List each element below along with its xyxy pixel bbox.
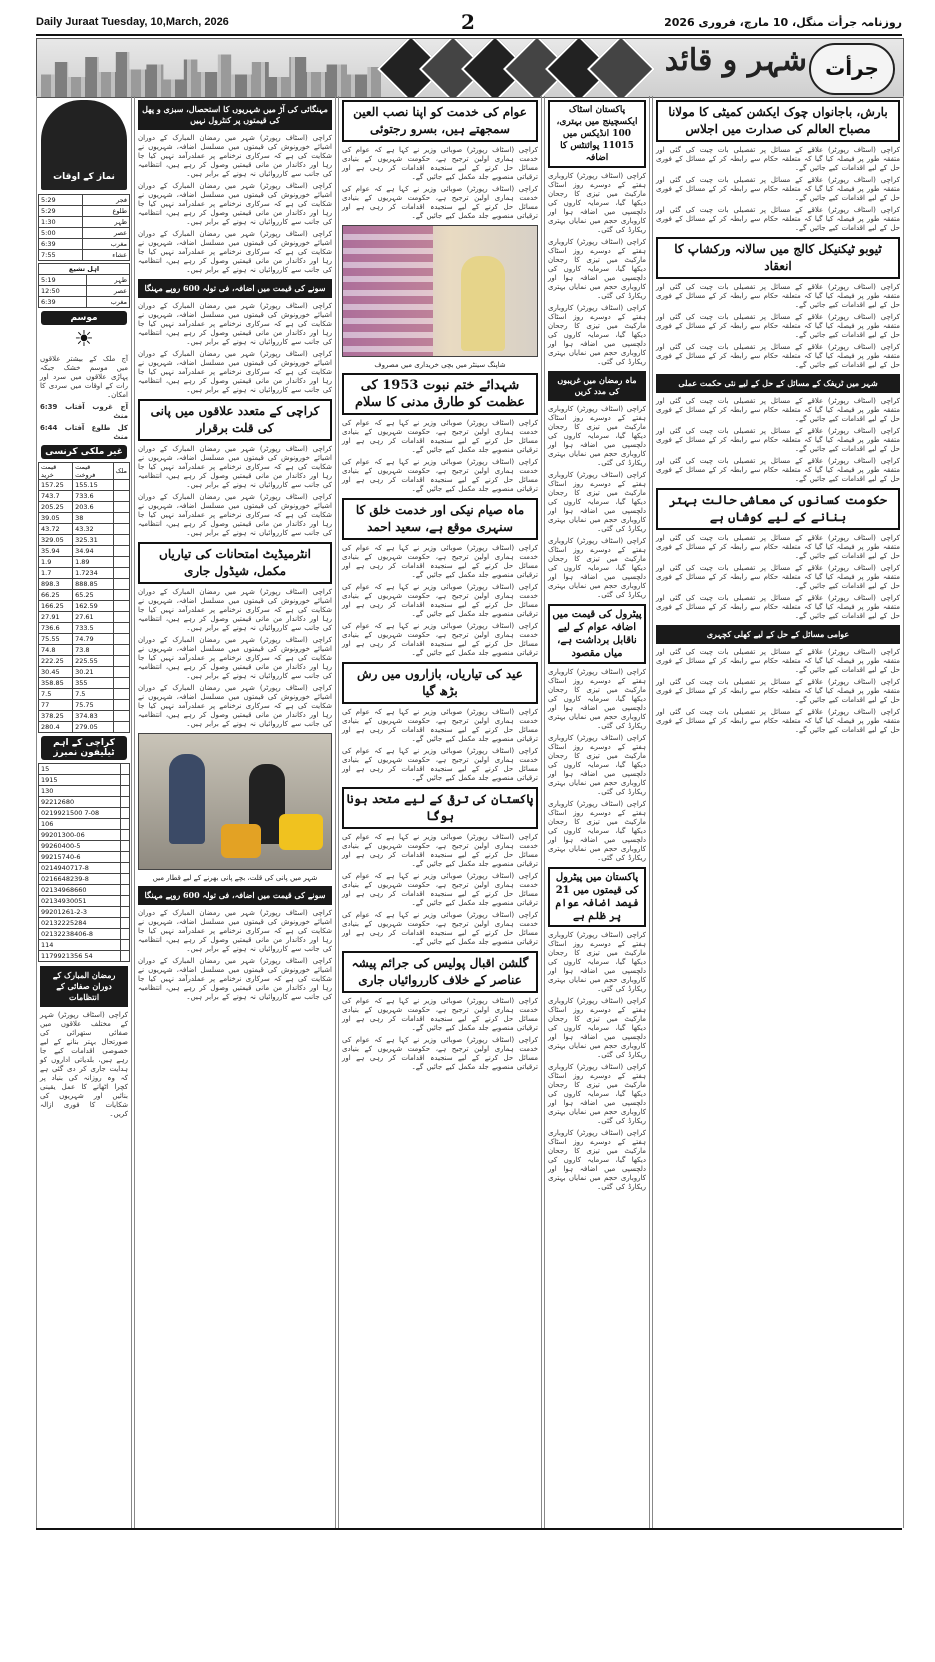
- article-text: کراچی (اسٹاف رپورٹر) کاروباری ہفتے کے دوسرے روز اسٹاک مارکیٹ میں تیزی کا رجحان دیکھا گیا، سرمایہ کاروں کی دلچسپی میں اضافہ ہوا اور کاروباری حجم میں نمایاں بہتری ریکارڈ کی گئی۔: [548, 668, 646, 730]
- news-photo: [138, 733, 332, 870]
- table-row: 0214940717-8: [39, 863, 130, 874]
- table-row: 280.4 279.05: [39, 722, 130, 733]
- article-text: کراچی (اسٹاف رپورٹر) کاروباری ہفتے کے دوسرے روز اسٹاک مارکیٹ میں تیزی کا رجحان دیکھا گیا، سرمایہ کاروں کی دلچسپی میں اضافہ ہوا اور کاروباری حجم میں نمایاں بہتری ریکارڈ کی گئی۔: [548, 997, 646, 1059]
- table-row: 74.8 73.8: [39, 645, 130, 656]
- article-text: کراچی (اسٹاف رپورٹر) علاقے کے مسائل پر تفصیلی بات چیت کی گئی اور متفقہ طور پر فیصلہ کیا گیا کہ متعلقہ حکام سے رابطہ کر کے مسائل کے فوری حل کے لیے اقدامات کیے جائیں گے۔: [656, 708, 900, 734]
- article-text: کراچی (اسٹاف رپورٹر) علاقے کے مسائل پر تفصیلی بات چیت کی گئی اور متفقہ طور پر فیصلہ کیا گیا کہ متعلقہ حکام سے رابطہ کر کے مسائل کے فوری حل کے لیے اقدامات کیے جائیں گے۔: [656, 206, 900, 232]
- table-row: 5:19 ظہر: [39, 275, 130, 286]
- headline: کراچی کے متعدد علاقوں میں پانی کی قلت برقرار: [138, 399, 332, 441]
- article-text: کراچی (اسٹاف رپورٹر) صوبائی وزیر نے کہا ہے کہ عوام کی خدمت ہماری اولین ترجیح ہے، حکومت شہریوں کے بنیادی مسائل حل کرنے کے لیے سنجیدہ اقدامات کر رہی ہے اور ترقیاتی منصوبے جلد مکمل کیے جائیں گے۔: [342, 583, 538, 618]
- table-row: اہل تشیع: [39, 264, 130, 275]
- table-row: 130: [39, 786, 130, 797]
- article-text: کراچی (اسٹاف رپورٹر) کاروباری ہفتے کے دوسرے روز اسٹاک مارکیٹ میں تیزی کا رجحان دیکھا گیا، سرمایہ کاروں کی دلچسپی میں اضافہ ہوا اور کاروباری حجم میں نمایاں بہتری ریکارڈ کی گئی۔: [548, 304, 646, 366]
- table-row: 6:39 مغرب: [39, 239, 130, 250]
- prayer-title: نماز کے اوقات: [53, 172, 115, 182]
- header-rule: [36, 34, 902, 36]
- page-number: 2: [461, 10, 475, 34]
- headline: سونے کی قیمت میں اضافہ، فی تولہ 600 روپے مہنگا: [138, 886, 332, 905]
- sunrise-time: کل طلوع آفتاب 6:44 منٹ: [40, 424, 128, 441]
- article-text: کراچی (اسٹاف رپورٹر) شہر میں رمضان المبارک کے دوران اشیائے خورونوش کی قیمتوں میں مسلسل اضافہ، شہریوں نے شکایت کی ہے کہ سرکاری نرخنامے پر عملدرآمد نہیں کیا جا رہا اور دکاندار من مانی قیمتیں وصول کر رہے ہیں، انتظامیہ کی جانب سے کارروائیاں نہ ہونے کے برابر ہیں۔: [138, 588, 332, 632]
- table-row: قیمت خرید قیمت فروخت ملک: [39, 463, 130, 480]
- headline: شہر میں ٹریفک کے مسائل کے حل کے لیے نئی حکمت عملی: [656, 374, 900, 393]
- table-row: 27.91 27.61: [39, 612, 130, 623]
- article-text: کراچی (اسٹاف رپورٹر) کاروباری ہفتے کے دوسرے روز اسٹاک مارکیٹ میں تیزی کا رجحان دیکھا گیا، سرمایہ کاروں کی دلچسپی میں اضافہ ہوا اور کاروباری حجم میں نمایاں بہتری ریکارڈ کی گئی۔: [548, 1063, 646, 1125]
- table-row: 1179921356 54: [39, 951, 130, 962]
- news-column-3: [544, 96, 650, 1528]
- date-english: Daily Juraat Tuesday, 10,March, 2026: [36, 16, 229, 28]
- article-text: کراچی (اسٹاف رپورٹر) علاقے کے مسائل پر تفصیلی بات چیت کی گئی اور متفقہ طور پر فیصلہ کیا گیا کہ متعلقہ حکام سے رابطہ کر کے مسائل کے فوری حل کے لیے اقدامات کیے جائیں گے۔: [656, 457, 900, 483]
- table-row: 7.5 7.5: [39, 689, 130, 700]
- table-row: 1915: [39, 775, 130, 786]
- landmark-tile: [587, 38, 655, 98]
- table-row: 329.05 325.31: [39, 535, 130, 546]
- table-row: 5:29 فجر: [39, 195, 130, 206]
- article-text: کراچی (اسٹاف رپورٹر) صوبائی وزیر نے کہا ہے کہ عوام کی خدمت ہماری اولین ترجیح ہے، حکومت شہریوں کے بنیادی مسائل حل کرنے کے لیے سنجیدہ اقدامات کر رہی ہے اور ترقیاتی منصوبے جلد مکمل کیے جائیں گے۔: [342, 747, 538, 782]
- table-row: 6:39 مغرب: [39, 297, 130, 308]
- article-text: کراچی (اسٹاف رپورٹر) شہر میں رمضان المبارک کے دوران اشیائے خورونوش کی قیمتوں میں مسلسل اضافہ، شہریوں نے شکایت کی ہے کہ سرکاری نرخنامے پر عملدرآمد نہیں کیا جا رہا اور دکاندار من مانی قیمتیں وصول کر رہے ہیں، انتظامیہ کی جانب سے کارروائیاں نہ ہونے کے برابر ہیں۔: [138, 636, 332, 680]
- article-text: کراچی (اسٹاف رپورٹر) شہر میں رمضان المبارک کے دوران اشیائے خورونوش کی قیمتوں میں مسلسل اضافہ، شہریوں نے شکایت کی ہے کہ سرکاری نرخنامے پر عملدرآمد نہیں کیا جا رہا اور دکاندار من مانی قیمتیں وصول کر رہے ہیں، انتظامیہ کی جانب سے کارروائیاں نہ ہونے کے برابر ہیں۔: [138, 350, 332, 394]
- table-row: 106: [39, 819, 130, 830]
- table-row: 205.25 203.6: [39, 502, 130, 513]
- article-text: کراچی (اسٹاف رپورٹر) شہر میں رمضان المبارک کے دوران اشیائے خورونوش کی قیمتوں میں مسلسل اضافہ، شہریوں نے شکایت کی ہے کہ سرکاری نرخنامے پر عملدرآمد نہیں کیا جا رہا اور دکاندار من مانی قیمتیں وصول کر رہے ہیں، انتظامیہ کی جانب سے کارروائیاں نہ ہونے کے برابر ہیں۔: [138, 957, 332, 1001]
- headline: عید کی تیاریاں، بازاروں میں رش بڑھ گیا: [342, 662, 538, 704]
- article-text: کراچی (اسٹاف رپورٹر) صوبائی وزیر نے کہا ہے کہ عوام کی خدمت ہماری اولین ترجیح ہے، حکومت شہریوں کے بنیادی مسائل حل کرنے کے لیے سنجیدہ اقدامات کر رہی ہے اور ترقیاتی منصوبے جلد مکمل کیے جائیں گے۔: [342, 833, 538, 868]
- headline: پاکستان اسٹاک ایکسچینج میں بہتری، 100 انڈیکس میں 11015 پوائنٹس کا اضافہ: [548, 100, 646, 168]
- table-row: 92212680: [39, 797, 130, 808]
- table-row: 898.3 888.85: [39, 579, 130, 590]
- headline: عوام کی خدمت کو اپنا نصب العین سمجھتے ہیں، بسرو رجتوئی: [342, 100, 538, 142]
- table-row: 358.85 355: [39, 678, 130, 689]
- table-row: 7:55 عشاء: [39, 250, 130, 261]
- table-row: 02134968660: [39, 885, 130, 896]
- article-text: کراچی (اسٹاف رپورٹر) علاقے کے مسائل پر تفصیلی بات چیت کی گئی اور متفقہ طور پر فیصلہ کیا گیا کہ متعلقہ حکام سے رابطہ کر کے مسائل کے فوری حل کے لیے اقدامات کیے جائیں گے۔: [656, 534, 900, 560]
- mosque-icon: [41, 100, 127, 190]
- article-text: کراچی (اسٹاف رپورٹر) علاقے کے مسائل پر تفصیلی بات چیت کی گئی اور متفقہ طور پر فیصلہ کیا گیا کہ متعلقہ حکام سے رابطہ کر کے مسائل کے فوری حل کے لیے اقدامات کیے جائیں گے۔: [656, 594, 900, 620]
- table-row: 02134930051: [39, 896, 130, 907]
- weather-text: آج ملک کے بیشتر علاقوں میں موسم خشک جبکہ پہاڑی علاقوں میں سرد اور رات کے اوقات میں سردی کا امکان۔: [40, 355, 128, 399]
- article-text: کراچی (اسٹاف رپورٹر) صوبائی وزیر نے کہا ہے کہ عوام کی خدمت ہماری اولین ترجیح ہے، حکومت شہریوں کے بنیادی مسائل حل کرنے کے لیے سنجیدہ اقدامات کر رہی ہے اور ترقیاتی منصوبے جلد مکمل کیے جائیں گے۔: [342, 872, 538, 907]
- newspaper-logo: [809, 43, 895, 95]
- table-row: 0219921500 7-08: [39, 808, 130, 819]
- news-column-2: [338, 96, 542, 1528]
- headline: انٹرمیڈیٹ امتحانات کی تیاریاں مکمل، شیڈول جاری: [138, 542, 332, 584]
- headline: سونے کی قیمت میں اضافہ، فی تولہ 600 روپے مہنگا: [138, 279, 332, 298]
- headline: حکومت کسانوں کی معاشی حالت بہتر بنانے کے لیے کوشاں ہے: [656, 488, 900, 530]
- article-text: کراچی (اسٹاف رپورٹر) کاروباری ہفتے کے دوسرے روز اسٹاک مارکیٹ میں تیزی کا رجحان دیکھا گیا، سرمایہ کاروں کی دلچسپی میں اضافہ ہوا اور کاروباری حجم میں نمایاں بہتری ریکارڈ کی گئی۔: [548, 471, 646, 533]
- table-row: 02132225284: [39, 918, 130, 929]
- table-row: 66.25 65.25: [39, 590, 130, 601]
- article-text: کراچی (اسٹاف رپورٹر) علاقے کے مسائل پر تفصیلی بات چیت کی گئی اور متفقہ طور پر فیصلہ کیا گیا کہ متعلقہ حکام سے رابطہ کر کے مسائل کے فوری حل کے لیے اقدامات کیے جائیں گے۔: [656, 283, 900, 309]
- table-row: 15: [39, 764, 130, 775]
- table-row: 1.9 1.89: [39, 557, 130, 568]
- logo-text: جرأت: [825, 56, 879, 80]
- table-row: 1.7 1.7234: [39, 568, 130, 579]
- headline: ماہ رمضان میں غریبوں کی مدد کریں: [548, 371, 646, 401]
- headline: ٹیوبو ٹیکنیکل کالج میں سالانہ ورکشاپ کا انعقاد: [656, 237, 900, 279]
- article-text: کراچی (اسٹاف رپورٹر) صوبائی وزیر نے کہا ہے کہ عوام کی خدمت ہماری اولین ترجیح ہے، حکومت شہریوں کے بنیادی مسائل حل کرنے کے لیے سنجیدہ اقدامات کر رہی ہے اور ترقیاتی منصوبے جلد مکمل کیے جائیں گے۔: [342, 997, 538, 1032]
- sidebar-column: [36, 96, 132, 1528]
- article-text: کراچی (اسٹاف رپورٹر) علاقے کے مسائل پر تفصیلی بات چیت کی گئی اور متفقہ طور پر فیصلہ کیا گیا کہ متعلقہ حکام سے رابطہ کر کے مسائل کے فوری حل کے لیے اقدامات کیے جائیں گے۔: [656, 427, 900, 453]
- photo-caption: شاپنگ سینٹر میں بچی خریداری میں مصروف: [374, 361, 506, 369]
- table-row: 02132238406-8: [39, 929, 130, 940]
- table-row: 35.94 34.94: [39, 546, 130, 557]
- news-photo: [342, 225, 538, 357]
- side-news-headline: رمضان المبارک کے دوران صفائی کے انتظامات: [40, 966, 128, 1007]
- section-title: شہر و قائد: [664, 43, 807, 78]
- footer-rule: [36, 1528, 902, 1530]
- table-row: 157.25 155.15: [39, 480, 130, 491]
- article-text: کراچی (اسٹاف رپورٹر) کاروباری ہفتے کے دوسرے روز اسٹاک مارکیٹ میں تیزی کا رجحان دیکھا گیا، سرمایہ کاروں کی دلچسپی میں اضافہ ہوا اور کاروباری حجم میں نمایاں بہتری ریکارڈ کی گئی۔: [548, 931, 646, 993]
- prayer-side-table: [38, 263, 130, 308]
- article-text: کراچی (اسٹاف رپورٹر) کاروباری ہفتے کے دوسرے روز اسٹاک مارکیٹ میں تیزی کا رجحان دیکھا گیا، سرمایہ کاروں کی دلچسپی میں اضافہ ہوا اور کاروباری حجم میں نمایاں بہتری ریکارڈ کی گئی۔: [548, 734, 646, 796]
- article-text: کراچی (اسٹاف رپورٹر) شہر میں رمضان المبارک کے دوران اشیائے خورونوش کی قیمتوں میں مسلسل اضافہ، شہریوں نے شکایت کی ہے کہ سرکاری نرخنامے پر عملدرآمد نہیں کیا جا رہا اور دکاندار من مانی قیمتیں وصول کر رہے ہیں، انتظامیہ کی جانب سے کارروائیاں نہ ہونے کے برابر ہیں۔: [138, 445, 332, 489]
- table-row: 5:00 عصر: [39, 228, 130, 239]
- article-text: کراچی (اسٹاف رپورٹر) صوبائی وزیر نے کہا ہے کہ عوام کی خدمت ہماری اولین ترجیح ہے، حکومت شہریوں کے بنیادی مسائل حل کرنے کے لیے سنجیدہ اقدامات کر رہی ہے اور ترقیاتی منصوبے جلد مکمل کیے جائیں گے۔: [342, 146, 538, 181]
- article-text: کراچی (اسٹاف رپورٹر) صوبائی وزیر نے کہا ہے کہ عوام کی خدمت ہماری اولین ترجیح ہے، حکومت شہریوں کے بنیادی مسائل حل کرنے کے لیے سنجیدہ اقدامات کر رہی ہے اور ترقیاتی منصوبے جلد مکمل کیے جائیں گے۔: [342, 419, 538, 454]
- girl-figure: [461, 256, 505, 351]
- sunset-time: آج غروب آفتاب 6:39 منٹ: [40, 403, 128, 420]
- water-container: [279, 814, 323, 850]
- masthead-banner: [36, 38, 904, 98]
- article-text: کراچی (اسٹاف رپورٹر) صوبائی وزیر نے کہا ہے کہ عوام کی خدمت ہماری اولین ترجیح ہے، حکومت شہریوں کے بنیادی مسائل حل کرنے کے لیے سنجیدہ اقدامات کر رہی ہے اور ترقیاتی منصوبے جلد مکمل کیے جائیں گے۔: [342, 185, 538, 220]
- table-row: 743.7 733.6: [39, 491, 130, 502]
- article-text: کراچی (اسٹاف رپورٹر) کاروباری ہفتے کے دوسرے روز اسٹاک مارکیٹ میں تیزی کا رجحان دیکھا گیا، سرمایہ کاروں کی دلچسپی میں اضافہ ہوا اور کاروباری حجم میں نمایاں بہتری ریکارڈ کی گئی۔: [548, 172, 646, 234]
- table-row: 99201300-06: [39, 830, 130, 841]
- table-row: 99201261-2-3: [39, 907, 130, 918]
- headline: پیٹرول کی قیمت میں اضافہ عوام کے لیے ناقابل برداشت ہے، میاں مقصود: [548, 604, 646, 664]
- article-text: کراچی (اسٹاف رپورٹر) کاروباری ہفتے کے دوسرے روز اسٹاک مارکیٹ میں تیزی کا رجحان دیکھا گیا، سرمایہ کاروں کی دلچسپی میں اضافہ ہوا اور کاروباری حجم میں نمایاں بہتری ریکارڈ کی گئی۔: [548, 1129, 646, 1191]
- table-row: 736.6 733.5: [39, 623, 130, 634]
- table-row: 166.25 162.59: [39, 601, 130, 612]
- table-row: 1:30 ظہر: [39, 217, 130, 228]
- article-text: کراچی (اسٹاف رپورٹر) شہر میں رمضان المبارک کے دوران اشیائے خورونوش کی قیمتوں میں مسلسل اضافہ، شہریوں نے شکایت کی ہے کہ سرکاری نرخنامے پر عملدرآمد نہیں کیا جا رہا اور دکاندار من مانی قیمتیں وصول کر رہے ہیں، انتظامیہ کی جانب سے کارروائیاں نہ ہونے کے برابر ہیں۔: [138, 493, 332, 537]
- article-text: کراچی (اسٹاف رپورٹر) علاقے کے مسائل پر تفصیلی بات چیت کی گئی اور متفقہ طور پر فیصلہ کیا گیا کہ متعلقہ حکام سے رابطہ کر کے مسائل کے فوری حل کے لیے اقدامات کیے جائیں گے۔: [656, 313, 900, 339]
- headline: ماہ صیام نیکی اور خدمت خلق کا سنہری موقع ہے، سعید احمد: [342, 498, 538, 540]
- currency-table: [38, 462, 130, 733]
- headline: بارش، باجانواں چوک ایکشن کمیٹی کا مولانا مصباح العالم کی صدارت میں اجلاس: [656, 100, 900, 142]
- shop-shelves: [343, 226, 433, 356]
- article-text: کراچی (اسٹاف رپورٹر) صوبائی وزیر نے کہا ہے کہ عوام کی خدمت ہماری اولین ترجیح ہے، حکومت شہریوں کے بنیادی مسائل حل کرنے کے لیے سنجیدہ اقدامات کر رہی ہے اور ترقیاتی منصوبے جلد مکمل کیے جائیں گے۔: [342, 708, 538, 743]
- article-text: کراچی (اسٹاف رپورٹر) صوبائی وزیر نے کہا ہے کہ عوام کی خدمت ہماری اولین ترجیح ہے، حکومت شہریوں کے بنیادی مسائل حل کرنے کے لیے سنجیدہ اقدامات کر رہی ہے اور ترقیاتی منصوبے جلد مکمل کیے جائیں گے۔: [342, 1036, 538, 1071]
- headline: عوامی مسائل کے حل کے لیے کھلی کچہری: [656, 625, 900, 644]
- headline: گلشن اقبال پولیس کی جرائم پیشہ عناصر کے خلاف کارروائیاں جاری: [342, 951, 538, 993]
- article-text: کراچی (اسٹاف رپورٹر) کاروباری ہفتے کے دوسرے روز اسٹاک مارکیٹ میں تیزی کا رجحان دیکھا گیا، سرمایہ کاروں کی دلچسپی میں اضافہ ہوا اور کاروباری حجم میں نمایاں بہتری ریکارڈ کی گئی۔: [548, 800, 646, 862]
- article-text: کراچی (اسٹاف رپورٹر) شہر میں رمضان المبارک کے دوران اشیائے خورونوش کی قیمتوں میں مسلسل اضافہ، شہریوں نے شکایت کی ہے کہ سرکاری نرخنامے پر عملدرآمد نہیں کیا جا رہا اور دکاندار من مانی قیمتیں وصول کر رہے ہیں، انتظامیہ کی جانب سے کارروائیاں نہ ہونے کے برابر ہیں۔: [138, 302, 332, 346]
- headline: مہنگائی کی آڑ میں شہریوں کا استحصال، سبزی و پھل کی قیمتوں پر کنٹرول نہیں: [138, 100, 332, 130]
- article-text: کراچی (اسٹاف رپورٹر) صوبائی وزیر نے کہا ہے کہ عوام کی خدمت ہماری اولین ترجیح ہے، حکومت شہریوں کے بنیادی مسائل حل کرنے کے لیے سنجیدہ اقدامات کر رہی ہے اور ترقیاتی منصوبے جلد مکمل کیے جائیں گے۔: [342, 458, 538, 493]
- page-header: [36, 10, 902, 34]
- weather-title: موسم: [41, 311, 127, 325]
- article-text: کراچی (اسٹاف رپورٹر) شہر میں رمضان المبارک کے دوران اشیائے خورونوش کی قیمتوں میں مسلسل اضافہ، شہریوں نے شکایت کی ہے کہ سرکاری نرخنامے پر عملدرآمد نہیں کیا جا رہا اور دکاندار من مانی قیمتیں وصول کر رہے ہیں، انتظامیہ کی جانب سے کارروائیاں نہ ہونے کے برابر ہیں۔: [138, 182, 332, 226]
- phones-title: کراچی کے اہم ٹیلیفون نمبرز: [41, 736, 127, 760]
- article-text: کراچی (اسٹاف رپورٹر) صوبائی وزیر نے کہا ہے کہ عوام کی خدمت ہماری اولین ترجیح ہے، حکومت شہریوں کے بنیادی مسائل حل کرنے کے لیے سنجیدہ اقدامات کر رہی ہے اور ترقیاتی منصوبے جلد مکمل کیے جائیں گے۔: [342, 911, 538, 946]
- headline: پاکستان کی ترقی کے لیے متحد ہونا ہوگا: [342, 787, 538, 829]
- article-text: کراچی (اسٹاف رپورٹر) شہر میں رمضان المبارک کے دوران اشیائے خورونوش کی قیمتوں میں مسلسل اضافہ، شہریوں نے شکایت کی ہے کہ سرکاری نرخنامے پر عملدرآمد نہیں کیا جا رہا اور دکاندار من مانی قیمتیں وصول کر رہے ہیں، انتظامیہ کی جانب سے کارروائیاں نہ ہونے کے برابر ہیں۔: [138, 684, 332, 728]
- date-urdu: روزنامہ جرأت منگل، 10 مارچ، فروری 2026: [664, 16, 902, 29]
- table-row: 99260400-5: [39, 841, 130, 852]
- table-row: 12:50 عصر: [39, 286, 130, 297]
- headline: پاکستان میں پیٹرول کی قیمتوں میں 21 فیصد اضافہ عوام پر ظلم ہے: [548, 867, 646, 927]
- skyline-graphic: [41, 47, 381, 97]
- currency-title: غیر ملکی کرنسی: [41, 445, 127, 459]
- table-row: 30.45 30.21: [39, 667, 130, 678]
- table-row: 77 75.75: [39, 700, 130, 711]
- table-row: 114: [39, 940, 130, 951]
- table-row: 39.05 38: [39, 513, 130, 524]
- article-text: کراچی (اسٹاف رپورٹر) کاروباری ہفتے کے دوسرے روز اسٹاک مارکیٹ میں تیزی کا رجحان دیکھا گیا، سرمایہ کاروں کی دلچسپی میں اضافہ ہوا اور کاروباری حجم میں نمایاں بہتری ریکارڈ کی گئی۔: [548, 238, 646, 300]
- table-row: 222.25 225.55: [39, 656, 130, 667]
- headline: شہدائے ختم نبوت 1953 کی عظمت کو طارق مدنی کا سلام: [342, 373, 538, 415]
- article-text: کراچی (اسٹاف رپورٹر) کاروباری ہفتے کے دوسرے روز اسٹاک مارکیٹ میں تیزی کا رجحان دیکھا گیا، سرمایہ کاروں کی دلچسپی میں اضافہ ہوا اور کاروباری حجم میں نمایاں بہتری ریکارڈ کی گئی۔: [548, 537, 646, 599]
- weather-sun-icon: ☀: [74, 327, 94, 352]
- phones-table: [38, 763, 130, 962]
- table-row: 99215740-6: [39, 852, 130, 863]
- table-row: 0216648239-8: [39, 874, 130, 885]
- water-container: [221, 824, 261, 858]
- article-text: کراچی (اسٹاف رپورٹر) شہر میں رمضان المبارک کے دوران اشیائے خورونوش کی قیمتوں میں مسلسل اضافہ، شہریوں نے شکایت کی ہے کہ سرکاری نرخنامے پر عملدرآمد نہیں کیا جا رہا اور دکاندار من مانی قیمتیں وصول کر رہے ہیں، انتظامیہ کی جانب سے کارروائیاں نہ ہونے کے برابر ہیں۔: [138, 909, 332, 953]
- article-text: کراچی (اسٹاف رپورٹر) علاقے کے مسائل پر تفصیلی بات چیت کی گئی اور متفقہ طور پر فیصلہ کیا گیا کہ متعلقہ حکام سے رابطہ کر کے مسائل کے فوری حل کے لیے اقدامات کیے جائیں گے۔: [656, 564, 900, 590]
- article-text: کراچی (اسٹاف رپورٹر) علاقے کے مسائل پر تفصیلی بات چیت کی گئی اور متفقہ طور پر فیصلہ کیا گیا کہ متعلقہ حکام سے رابطہ کر کے مسائل کے فوری حل کے لیے اقدامات کیے جائیں گے۔: [656, 678, 900, 704]
- article-text: کراچی (اسٹاف رپورٹر) شہر میں رمضان المبارک کے دوران اشیائے خورونوش کی قیمتوں میں مسلسل اضافہ، شہریوں نے شکایت کی ہے کہ سرکاری نرخنامے پر عملدرآمد نہیں کیا جا رہا اور دکاندار من مانی قیمتیں وصول کر رہے ہیں، انتظامیہ کی جانب سے کارروائیاں نہ ہونے کے برابر ہیں۔: [138, 230, 332, 274]
- article-text: کراچی (اسٹاف رپورٹر) صوبائی وزیر نے کہا ہے کہ عوام کی خدمت ہماری اولین ترجیح ہے، حکومت شہریوں کے بنیادی مسائل حل کرنے کے لیے سنجیدہ اقدامات کر رہی ہے اور ترقیاتی منصوبے جلد مکمل کیے جائیں گے۔: [342, 544, 538, 579]
- article-text: کراچی (اسٹاف رپورٹر) شہر میں رمضان المبارک کے دوران اشیائے خورونوش کی قیمتوں میں مسلسل اضافہ، شہریوں نے شکایت کی ہے کہ سرکاری نرخنامے پر عملدرآمد نہیں کیا جا رہا اور دکاندار من مانی قیمتیں وصول کر رہے ہیں، انتظامیہ کی جانب سے کارروائیاں نہ ہونے کے برابر ہیں۔: [138, 134, 332, 178]
- article-text: کراچی (اسٹاف رپورٹر) کاروباری ہفتے کے دوسرے روز اسٹاک مارکیٹ میں تیزی کا رجحان دیکھا گیا، سرمایہ کاروں کی دلچسپی میں اضافہ ہوا اور کاروباری حجم میں نمایاں بہتری ریکارڈ کی گئی۔: [548, 405, 646, 467]
- photo-caption: شہر میں پانی کی قلت، بچے پانی بھرنے کے لیے قطار میں: [152, 874, 318, 882]
- table-row: 5:29 طلوع: [39, 206, 130, 217]
- article-text: کراچی (اسٹاف رپورٹر) صوبائی وزیر نے کہا ہے کہ عوام کی خدمت ہماری اولین ترجیح ہے، حکومت شہریوں کے بنیادی مسائل حل کرنے کے لیے سنجیدہ اقدامات کر رہی ہے اور ترقیاتی منصوبے جلد مکمل کیے جائیں گے۔: [342, 622, 538, 657]
- child-figure: [169, 754, 205, 844]
- table-row: 43.72 43.32: [39, 524, 130, 535]
- table-row: 75.55 74.79: [39, 634, 130, 645]
- article-text: کراچی (اسٹاف رپورٹر) علاقے کے مسائل پر تفصیلی بات چیت کی گئی اور متفقہ طور پر فیصلہ کیا گیا کہ متعلقہ حکام سے رابطہ کر کے مسائل کے فوری حل کے لیے اقدامات کیے جائیں گے۔: [656, 648, 900, 674]
- article-text: کراچی (اسٹاف رپورٹر) علاقے کے مسائل پر تفصیلی بات چیت کی گئی اور متفقہ طور پر فیصلہ کیا گیا کہ متعلقہ حکام سے رابطہ کر کے مسائل کے فوری حل کے لیے اقدامات کیے جائیں گے۔: [656, 397, 900, 423]
- news-column-1: [134, 96, 336, 1528]
- side-news-text: کراچی (اسٹاف رپورٹر) شہر کے مختلف علاقوں میں صفائی ستھرائی کی صورتحال بہتر بنانے کے لیے خصوصی اقدامات کیے جا رہے ہیں، بلدیاتی اداروں کو ہدایت جاری کر دی گئی ہے کہ وہ روزانہ کی بنیاد پر کچرا اٹھانے کا عمل یقینی بنائیں اور شہریوں کی شکایات کا فوری ازالہ کریں۔: [40, 1011, 128, 1118]
- prayer-times-table: [38, 194, 130, 261]
- article-text: کراچی (اسٹاف رپورٹر) علاقے کے مسائل پر تفصیلی بات چیت کی گئی اور متفقہ طور پر فیصلہ کیا گیا کہ متعلقہ حکام سے رابطہ کر کے مسائل کے فوری حل کے لیے اقدامات کیے جائیں گے۔: [656, 343, 900, 369]
- article-text: کراچی (اسٹاف رپورٹر) علاقے کے مسائل پر تفصیلی بات چیت کی گئی اور متفقہ طور پر فیصلہ کیا گیا کہ متعلقہ حکام سے رابطہ کر کے مسائل کے فوری حل کے لیے اقدامات کیے جائیں گے۔: [656, 146, 900, 172]
- table-row: 378.25 374.83: [39, 711, 130, 722]
- article-text: کراچی (اسٹاف رپورٹر) علاقے کے مسائل پر تفصیلی بات چیت کی گئی اور متفقہ طور پر فیصلہ کیا گیا کہ متعلقہ حکام سے رابطہ کر کے مسائل کے فوری حل کے لیے اقدامات کیے جائیں گے۔: [656, 176, 900, 202]
- news-column-4: [652, 96, 904, 1528]
